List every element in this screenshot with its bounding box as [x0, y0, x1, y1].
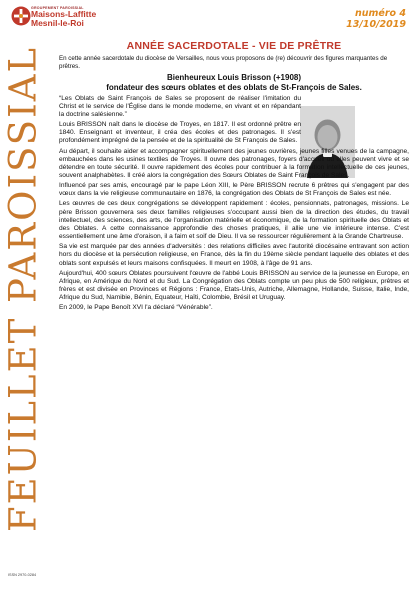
paragraph-early-work: Au départ, il souhaite aider et accompagner spirituellement des jeunes ouvrières, jeunes filles venues de la campagne, embauchées dans les usines textiles de Troyes. Il ouvre des patronages, foyers d'accueil où elles peuvent vivre et se détendre en toute sécurité. Il ouvre rapidement des écoles pour contribuer à la formation intellectuelle de ces jeunes, souvent analphabètes. Il créé alors la congrégation des Sœurs Oblates de Saint François de Sales. — [59, 147, 409, 179]
parish-name — [31, 6, 121, 28]
subtitle-line-2: fondateur des sœurs oblates et des oblats de St-François de Sales. — [106, 83, 362, 92]
parish-group-label: GROUPEMENT PAROISSIAL — [31, 6, 84, 10]
parish-name-line2: Mesnil-le-Roi — [31, 18, 84, 28]
quote-paragraph: “Les Oblats de Saint François de Sales se proposent de réaliser l'imitation du Christ et le service de l'Église dans le monde moderne, en vivant et en répandant la doctrine salésienne.” — [59, 94, 301, 118]
paragraph-biography: Louis BRISSON naît dans le diocèse de Troyes, en 1817. Il est ordonné prêtre en 1840. Enseignant et inventeur, il créa des écoles et des patronages. Il s'est profondément imprégné de la pensée et de la spiritualité de St François de Sales. — [59, 121, 301, 145]
paragraph-works: Les œuvres de ces deux congrégations se développent rapidement : écoles, pensionnats, patronages, missions. Le père Brisson gouvernera ses deux familles religieuses s'occupant aussi bien de la direction des études, du travail intellectuel, des sciences, des arts, de l'organisation matérielle et économique, de la formation spirituelle des Oblats et des Oblates. A cette connaissance approfondie des choses pratiques, il allie une vie intérieure intense. C'est essentiellement une âme d'oraison, il a faim et soif de Dieu. Il va se ressourcer régulièrement à la Grande Chartreuse. — [59, 200, 409, 241]
paragraph-venerable: En 2009, le Pape Benoît XVI l'a déclaré “Vénérable”. — [59, 304, 213, 312]
issn-number: ISSN 2970-0284 — [8, 573, 37, 577]
vertical-title: FEUILLET PAROISSIAL — [2, 45, 44, 533]
parish-logo-icon — [11, 6, 31, 26]
article-intro: En cette année sacerdotale du diocèse de Versailles, nous vous proposons de (re) découvrir des figures marquantes de prêtres. — [59, 55, 388, 71]
issue-date: 13/10/2019 — [346, 18, 406, 30]
vertical-title-band — [2, 28, 44, 550]
paragraph-foundation: Influencé par ses amis, encouragé par le pape Léon XIII, le Père BRISSON recrute 6 prêtres qui s'engagent par des vœux dans la vie religieuse communautaire en 1876, la congrégation des Oblats de St François de Sales est née. — [59, 182, 409, 198]
article-subtitle — [59, 73, 409, 92]
article-title: ANNÉE SACERDOTALE - VIE DE PRÊTRE — [126, 40, 342, 52]
issue-info — [346, 9, 406, 30]
article — [59, 40, 409, 315]
issue-number: numéro 4 — [355, 8, 406, 19]
paragraph-today: Aujourd'hui, 400 sœurs Oblates poursuivent l'œuvre de l'abbé Louis BRISSON au service de la jeunesse en Europe, en Afrique, en Amérique du Nord et du Sud. La Congrégation des Oblats compte un peu plus de 500 religieux, prêtres et frères et est divisée en Provinces et Régions : France, Etats-Unis, Autriche, Allemagne, Hollande, Suisse, Italie, Inde, Afrique du Sud, Namibie, Bénin, Equateur, Haïti, Colombie, Brésil et Uruguay. — [59, 269, 409, 302]
subtitle-line-1: Bienheureux Louis Brisson (+1908) — [166, 73, 302, 83]
parish-name-line1: Maisons-Laffitte — [31, 9, 97, 19]
paragraph-adversity: Sa vie est marquée par des années d'adversités : des relations difficiles avec l'autorité diocésaine entravant son action hors du diocèse et la persécution religieuse, en France, dès la fin du 19ème siècle pendant laquelle des oblates et des oblats sont expulsés et leurs maisons confisquées. Il meurt en 1908, à l'âge de 91 ans. — [59, 243, 409, 267]
